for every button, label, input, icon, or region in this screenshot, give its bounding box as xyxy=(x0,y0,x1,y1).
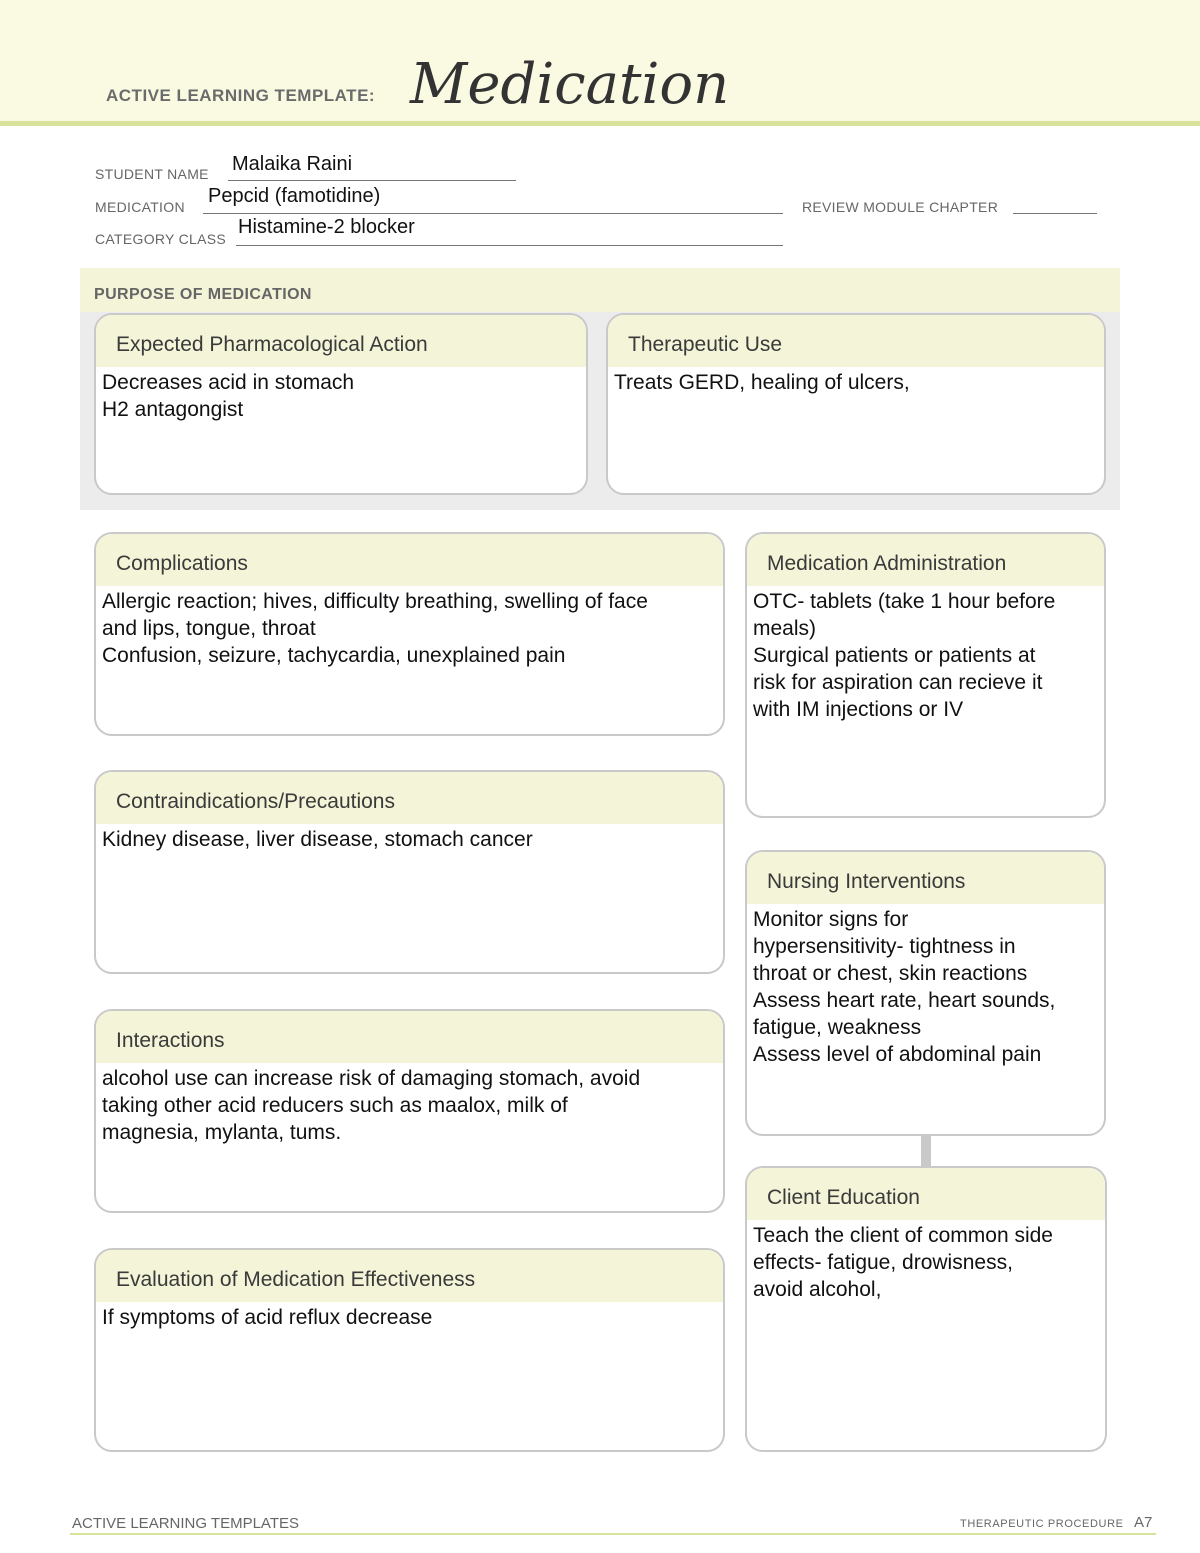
text-line: effects- fatigue, drowisness, xyxy=(753,1251,1013,1274)
header-rule xyxy=(0,121,1200,126)
text-line: alcohol use can increase risk of damaging stomach, avoid xyxy=(102,1067,641,1090)
text-line: H2 antagongist xyxy=(102,398,244,421)
pharmacological-action-title: Expected Pharmacological Action xyxy=(96,315,586,367)
administration-text[interactable] xyxy=(747,586,1104,723)
nursing-interventions-title: Nursing Interventions xyxy=(747,852,1104,904)
text-line: OTC- tablets (take 1 hour before xyxy=(753,590,1056,613)
pharmacological-action-box xyxy=(94,313,588,495)
category-class-field[interactable]: Histamine-2 blocker xyxy=(238,216,415,238)
interactions-text[interactable] xyxy=(96,1063,723,1146)
text-line: meals) xyxy=(753,617,817,640)
page-number: A7 xyxy=(1134,1514,1153,1531)
student-name-underline xyxy=(228,180,516,181)
text-line: fatigue, weakness xyxy=(753,1016,922,1039)
text-line: and lips, tongue, throat xyxy=(102,617,316,640)
footer-rule xyxy=(70,1533,1156,1535)
complications-title: Complications xyxy=(96,534,723,586)
footer-right-text: THERAPEUTIC PROCEDURE xyxy=(960,1518,1124,1530)
template-label: ACTIVE LEARNING TEMPLATE: xyxy=(106,86,376,105)
text-line: Monitor signs for xyxy=(753,908,909,931)
text-line: If symptoms of acid reflux decrease xyxy=(102,1306,433,1329)
nursing-interventions-text[interactable] xyxy=(747,904,1104,1068)
medication-field[interactable]: Pepcid (famotidine) xyxy=(208,185,381,207)
contraindications-title: Contraindications/Precautions xyxy=(96,772,723,824)
text-line: Treats GERD, healing of ulcers, xyxy=(614,371,910,394)
review-module-label: REVIEW MODULE CHAPTER xyxy=(802,199,999,215)
text-line: taking other acid reducers such as maalox, milk of xyxy=(102,1094,568,1117)
text-line: Allergic reaction; hives, difficulty breathing, swelling of face xyxy=(102,590,648,613)
student-name-label: STUDENT NAME xyxy=(95,166,209,182)
client-education-text[interactable] xyxy=(747,1220,1105,1303)
contraindications-text[interactable] xyxy=(96,824,723,853)
text-line: Surgical patients or patients at xyxy=(753,644,1036,667)
text-line: Decreases acid in stomach xyxy=(102,371,355,394)
medication-label: MEDICATION xyxy=(95,199,185,215)
therapeutic-use-box xyxy=(606,313,1106,495)
administration-title: Medication Administration xyxy=(747,534,1104,586)
pharmacological-action-text[interactable] xyxy=(96,367,586,423)
therapeutic-use-text[interactable] xyxy=(608,367,1104,396)
connector-bar xyxy=(921,1136,931,1166)
text-line: with IM injections or IV xyxy=(753,698,964,721)
text-line: throat or chest, skin reactions xyxy=(753,962,1028,985)
nursing-interventions-box xyxy=(745,850,1106,1136)
client-education-box xyxy=(745,1166,1107,1452)
evaluation-box xyxy=(94,1248,725,1452)
text-line: Assess heart rate, heart sounds, xyxy=(753,989,1056,1012)
therapeutic-use-title: Therapeutic Use xyxy=(608,315,1104,367)
client-education-title: Client Education xyxy=(747,1168,1105,1220)
text-line: hypersensitivity- tightness in xyxy=(753,935,1016,958)
complications-text[interactable] xyxy=(96,586,723,669)
category-class-label: CATEGORY CLASS xyxy=(95,231,227,247)
contraindications-box xyxy=(94,770,725,974)
category-class-underline xyxy=(236,245,783,246)
student-name-field[interactable]: Malaika Raini xyxy=(232,153,353,175)
text-line: avoid alcohol, xyxy=(753,1278,882,1301)
evaluation-title: Evaluation of Medication Effectiveness xyxy=(96,1250,723,1302)
interactions-title: Interactions xyxy=(96,1011,723,1063)
purpose-title: PURPOSE OF MEDICATION xyxy=(94,286,312,303)
administration-box xyxy=(745,532,1106,818)
medication-underline xyxy=(203,213,783,214)
text-line: Kidney disease, liver disease, stomach cancer xyxy=(102,828,533,851)
text-line: Confusion, seizure, tachycardia, unexplained pain xyxy=(102,644,566,667)
text-line: Assess level of abdominal pain xyxy=(753,1043,1042,1066)
complications-box xyxy=(94,532,725,736)
footer-left-text: ACTIVE LEARNING TEMPLATES xyxy=(72,1515,299,1532)
evaluation-text[interactable] xyxy=(96,1302,723,1331)
text-line: Teach the client of common side xyxy=(753,1224,1053,1247)
review-module-field[interactable] xyxy=(1013,213,1097,214)
text-line: risk for aspiration can recieve it xyxy=(753,671,1043,694)
template-title: Medication xyxy=(410,52,730,117)
text-line: magnesia, mylanta, tums. xyxy=(102,1121,342,1144)
interactions-box xyxy=(94,1009,725,1213)
